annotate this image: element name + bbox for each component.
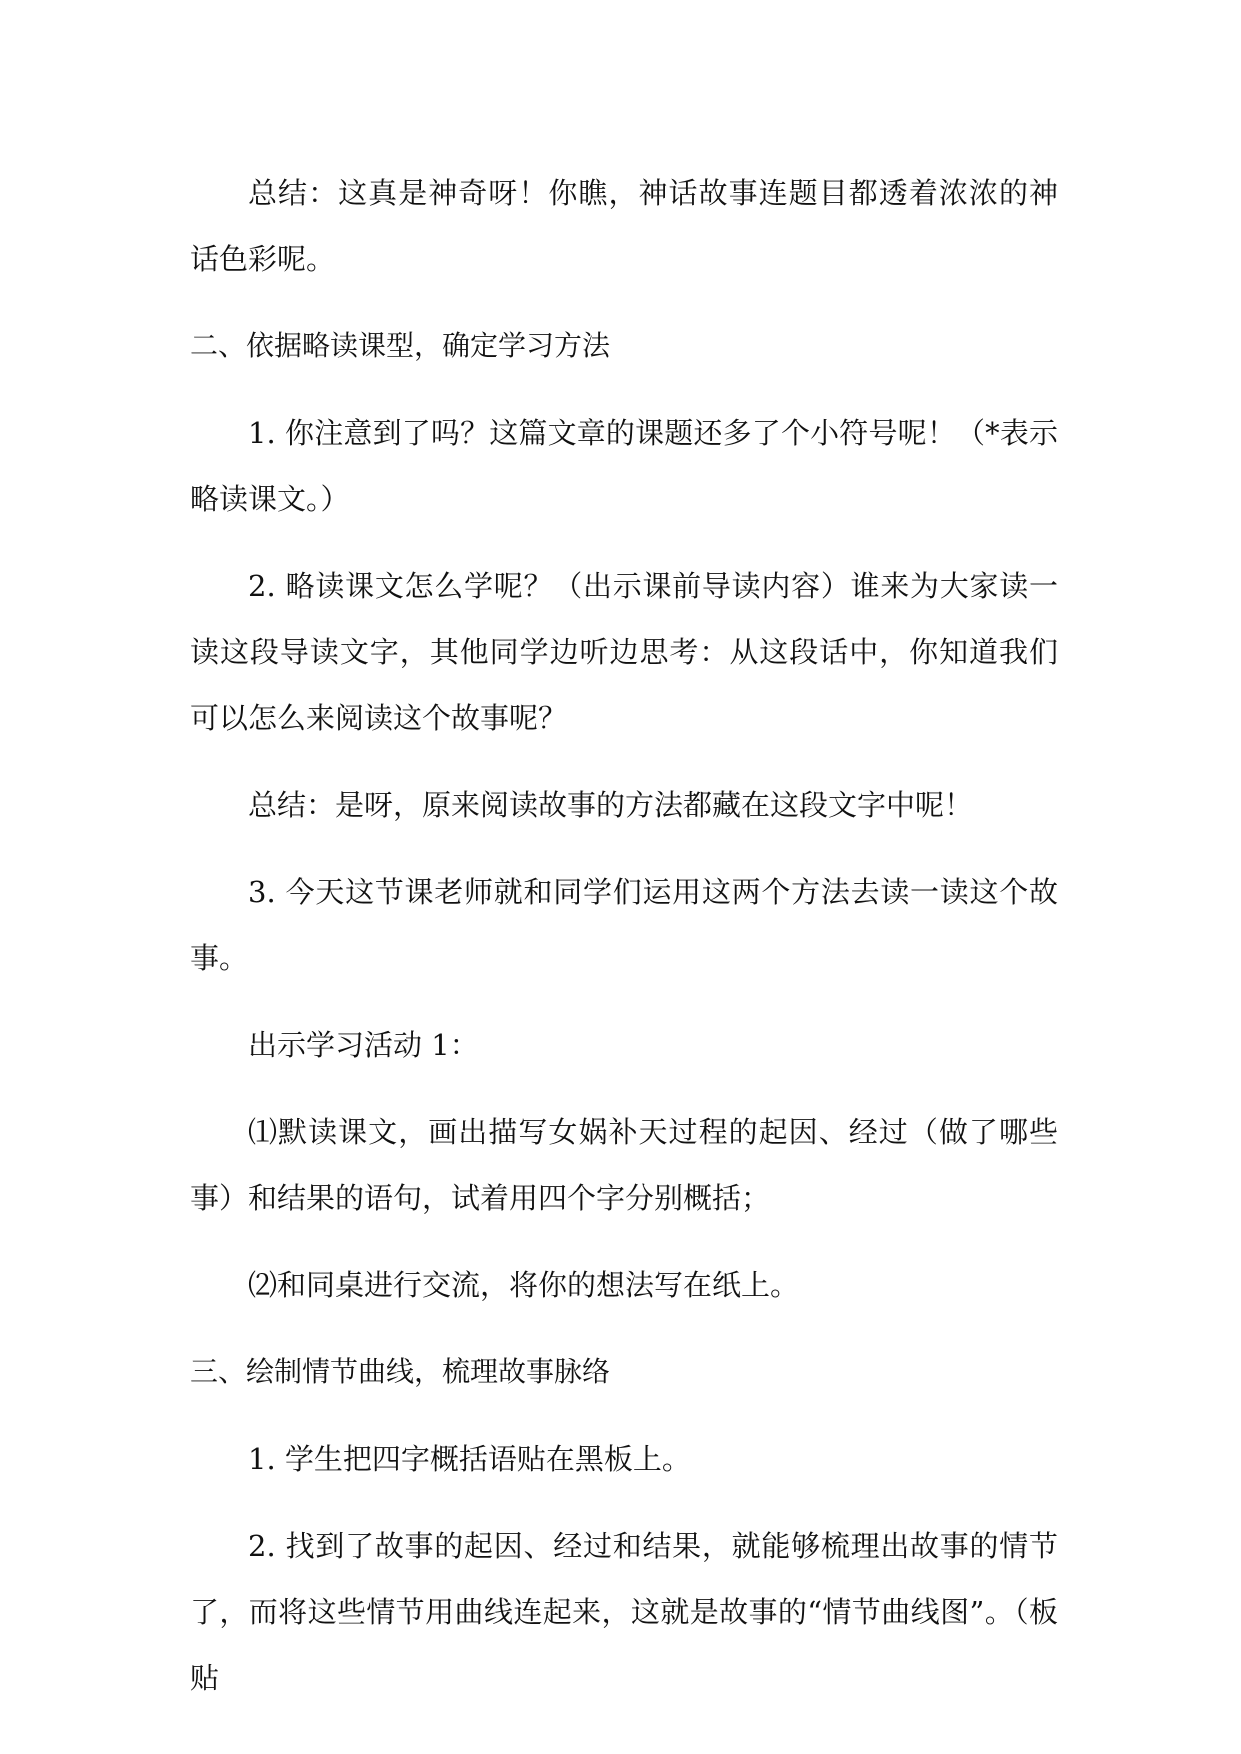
activity-title: 出示学习活动 1： [248,1028,479,1062]
step-paragraph-3: 3. 今天这节课老师就和同学们运用这两个方法去读一读这个故事。 [190,875,1058,975]
document-page [190,160,1058,1732]
summary-paragraph-1: 总结：这真是神奇呀！你瞧，神话故事连题目都透着浓浓的神话色彩呢。 [190,176,1058,276]
activity-item-2: ⑵和同桌进行交流，将你的想法写在纸上。 [248,1268,800,1302]
activity-item-1: ⑴默读课文，画出描写女娲补天过程的起因、经过（做了哪些事）和结果的语句，试着用四个字分别概括； [190,1115,1058,1215]
step-paragraph-4: 1. 学生把四字概括语贴在黑板上。 [248,1442,691,1476]
summary-paragraph-2: 总结：是呀，原来阅读故事的方法都藏在这段文字中呢！ [248,788,974,822]
section-heading-3: 三、绘制情节曲线，梳理故事脉络 [190,1355,611,1388]
step-paragraph-1: 1. 你注意到了吗？这篇文章的课题还多了个小符号呢！（*表示略读课文。） [190,416,1058,516]
section-heading-2: 二、依据略读课型，确定学习方法 [190,329,611,362]
step-paragraph-5: 2. 找到了故事的起因、经过和结果，就能够梳理出故事的情节了，而将这些情节用曲线连起来，这就是故事的“情节曲线图”。（板贴 [190,1529,1058,1695]
step-paragraph-2: 2. 略读课文怎么学呢？（出示课前导读内容）谁来为大家读一读这段导读文字，其他同学边听边思考：从这段话中，你知道我们可以怎么来阅读这个故事呢？ [190,569,1058,735]
